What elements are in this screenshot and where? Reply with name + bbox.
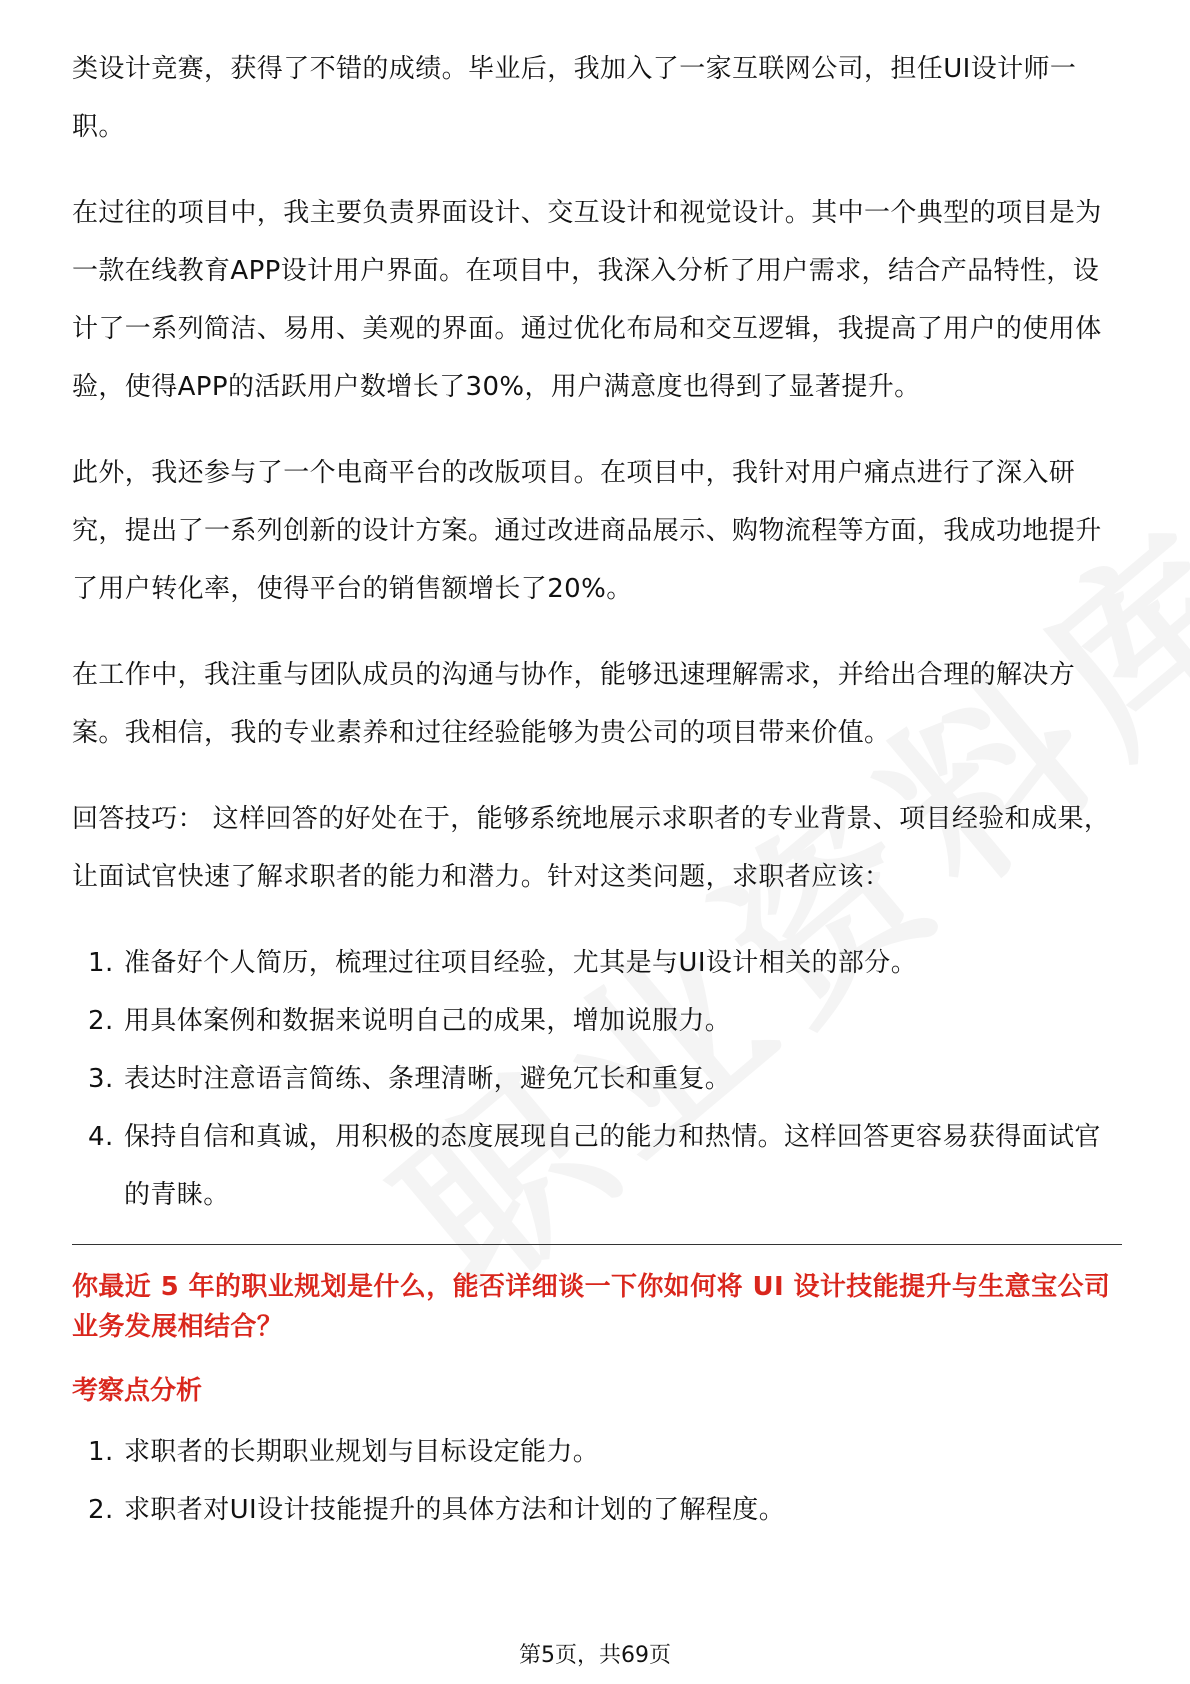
paragraph-ecommerce-project: 此外，我还参与了一个电商平台的改版项目。在项目中，我针对用户痛点进行了深入研究，提出了一系列创新的设计方案。通过改进商品展示、购物流程等方面，我成功地提升了用户转化率，使得平台的销售额增长了20%。 [72,458,1102,604]
list-item [72,1423,1122,1481]
list-text: 求职者对UI设计技能提升的具体方法和计划的了解程度。 [124,1495,786,1525]
paragraph-teamwork: 在工作中，我注重与团队成员的沟通与协作，能够迅速理解需求，并给出合理的解决方案。我相信，我的专业素养和过往经验能够为贵公司的项目带来价值。 [72,660,1076,748]
section-divider [72,1244,1122,1245]
list-item [72,1481,1122,1539]
list-text: 表达时注意语言简练、条理清晰，避免冗长和重复。 [124,1064,732,1094]
list-number: 3. [88,1064,114,1094]
list-number: 4. [88,1122,114,1152]
list-number: 1. [88,948,114,978]
paragraph-education-app-project: 在过往的项目中，我主要负责界面设计、交互设计和视觉设计。其中一个典型的项目是为一款在线教育APP设计用户界面。在项目中，我深入分析了用户需求，结合产品特性，设计了一系列简洁、易用、美观的界面。通过优化布局和交互逻辑，我提高了用户的使用体验，使得APP的活跃用户数增长了30%，用户满意度也得到了显著提升。 [72,198,1102,402]
list-text: 用具体案例和数据来说明自己的成果，增加说服力。 [124,1006,732,1036]
analysis-heading: 考察点分析 [72,1376,203,1406]
tips-list [72,934,1122,1224]
list-text: 准备好个人简历，梳理过往项目经验，尤其是与UI设计相关的部分。 [124,948,918,978]
list-text: 保持自信和真诚，用积极的态度展现自己的能力和热情。这样回答更容易获得面试官的青睐。 [124,1122,1101,1210]
page-footer: 第5页，共69页 [519,1643,671,1668]
paragraph-answer-tips: 回答技巧： 这样回答的好处在于，能够系统地展示求职者的专业背景、项目经验和成果，让面试官快速了解求职者的能力和潜力。针对这类问题，求职者应该： [72,804,1111,892]
question-title: 你最近 5 年的职业规划是什么，能否详细谈一下你如何将 UI 设计技能提升与生意宝公司业务发展相结合？ [72,1272,1111,1342]
list-number: 1. [88,1437,114,1467]
list-item [72,1108,1122,1224]
list-item [72,992,1122,1050]
page-content [72,40,1122,1557]
list-text: 求职者的长期职业规划与目标设定能力。 [124,1437,600,1467]
analysis-list [72,1423,1122,1539]
list-item [72,1050,1122,1108]
list-item [72,934,1122,992]
list-number: 2. [88,1495,114,1525]
list-number: 2. [88,1006,114,1036]
paragraph-intro-continued: 类设计竞赛，获得了不错的成绩。毕业后，我加入了一家互联网公司，担任UI设计师一职。 [72,54,1077,142]
